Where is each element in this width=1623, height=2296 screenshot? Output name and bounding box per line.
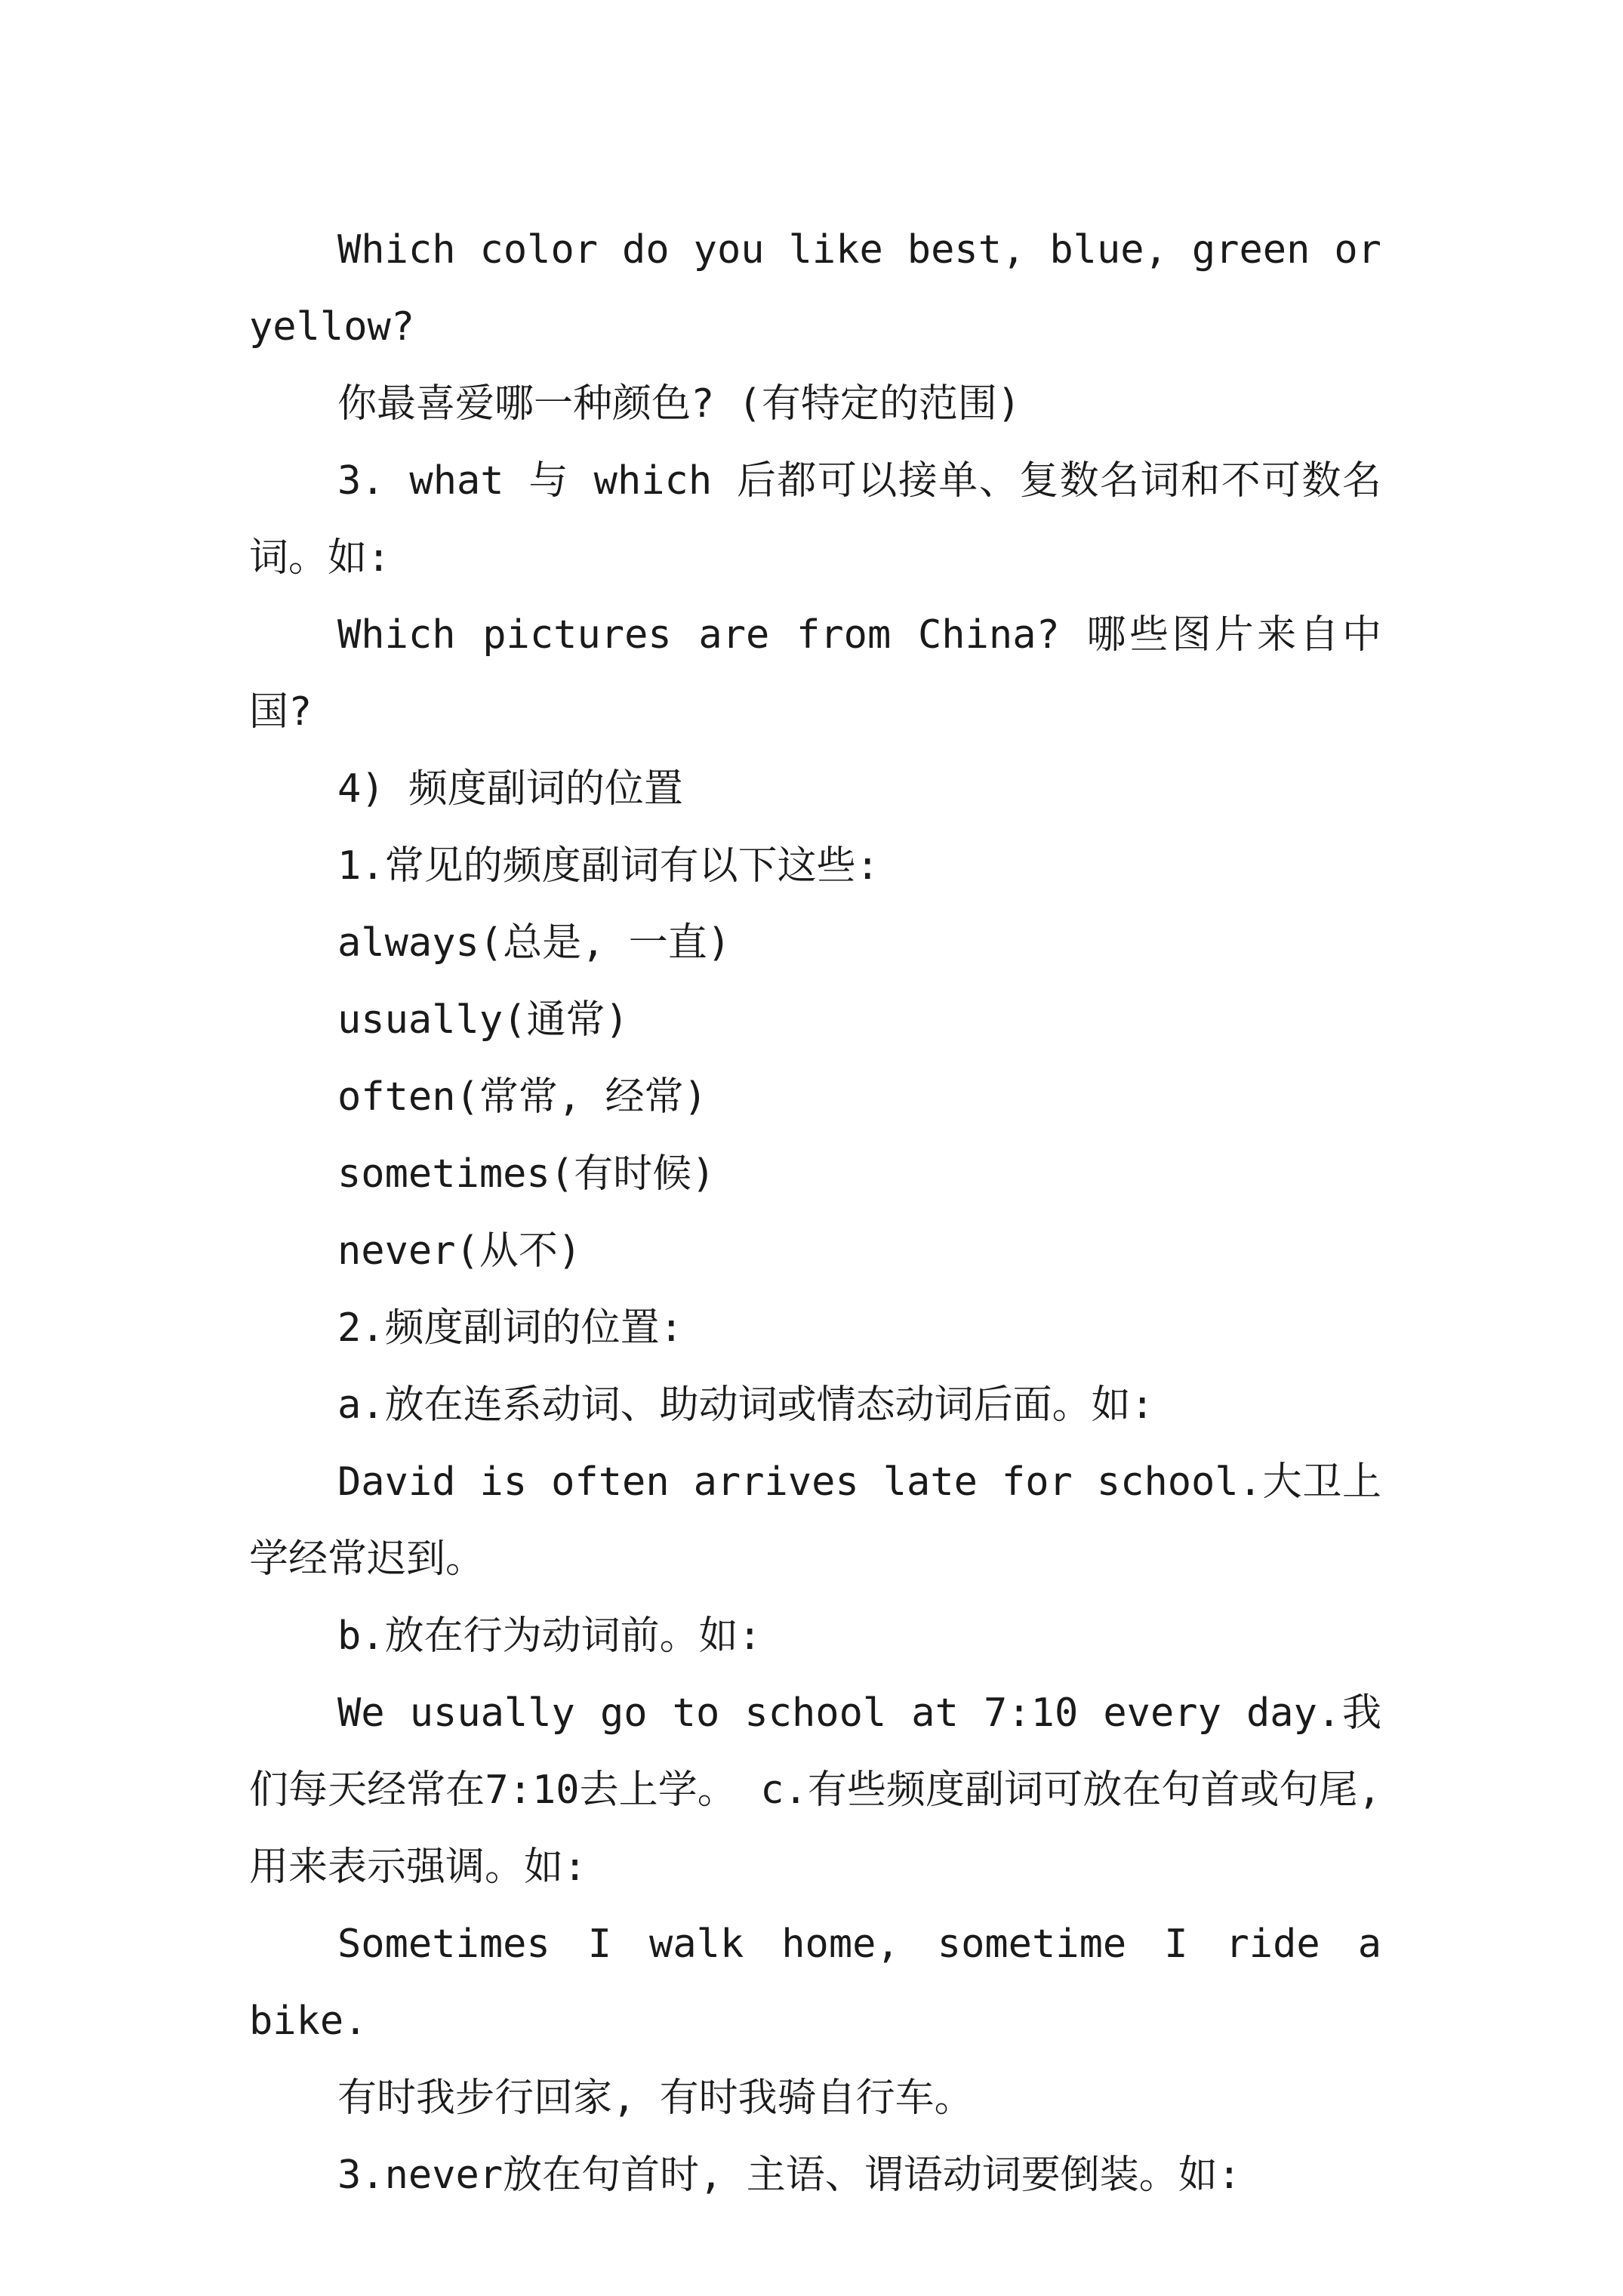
paragraph-example-school: We usually go to school at 7:10 every day.我们每天经常在7:10去上学。 c.有些频度副词可放在句首或句尾, 用来表示强调。如: bbox=[249, 1690, 1381, 1890]
paragraph-position-heading: 2.频度副词的位置: bbox=[337, 1305, 683, 1351]
paragraph-walk-home-translation: 有时我步行回家, 有时我骑自行车。 bbox=[337, 2076, 974, 2121]
paragraph-example-pictures: Which pictures are from China? 哪些图片来自中国? bbox=[249, 612, 1381, 735]
section-heading-adverb-position: 4) 频度副词的位置 bbox=[337, 766, 683, 812]
paragraph-rule-3: 3. what 与 which 后都可以接单、复数名词和不可数名词。如: bbox=[249, 458, 1381, 581]
paragraph-common-adverbs: 1.常见的频度副词有以下这些: bbox=[337, 843, 879, 889]
paragraph-rule-never: 3.never放在句首时, 主语、谓语动词要倒装。如: bbox=[337, 2153, 1242, 2198]
paragraph-example-color: Which color do you like best, blue, green or yellow? bbox=[249, 227, 1381, 350]
document-body bbox=[249, 211, 1381, 2214]
paragraph-rule-a: a.放在连系动词、助动词或情态动词后面。如: bbox=[337, 1382, 1154, 1428]
list-item-always: always(总是, 一直) bbox=[337, 920, 731, 966]
list-item-often: often(常常, 经常) bbox=[337, 1074, 707, 1120]
paragraph-example-walk-home: Sometimes I walk home, sometime I ride a bike. bbox=[249, 1922, 1381, 2044]
list-item-usually: usually(通常) bbox=[337, 997, 629, 1043]
paragraph-rule-b: b.放在行为动词前。如: bbox=[337, 1613, 762, 1659]
list-item-never: never(从不) bbox=[337, 1228, 582, 1274]
paragraph-color-translation: 你最喜爱哪一种颜色? (有特定的范围) bbox=[337, 381, 1021, 427]
list-item-sometimes: sometimes(有时候) bbox=[337, 1151, 716, 1197]
paragraph-example-david: David is often arrives late for school.大卫上学经常迟到。 bbox=[249, 1459, 1381, 1582]
